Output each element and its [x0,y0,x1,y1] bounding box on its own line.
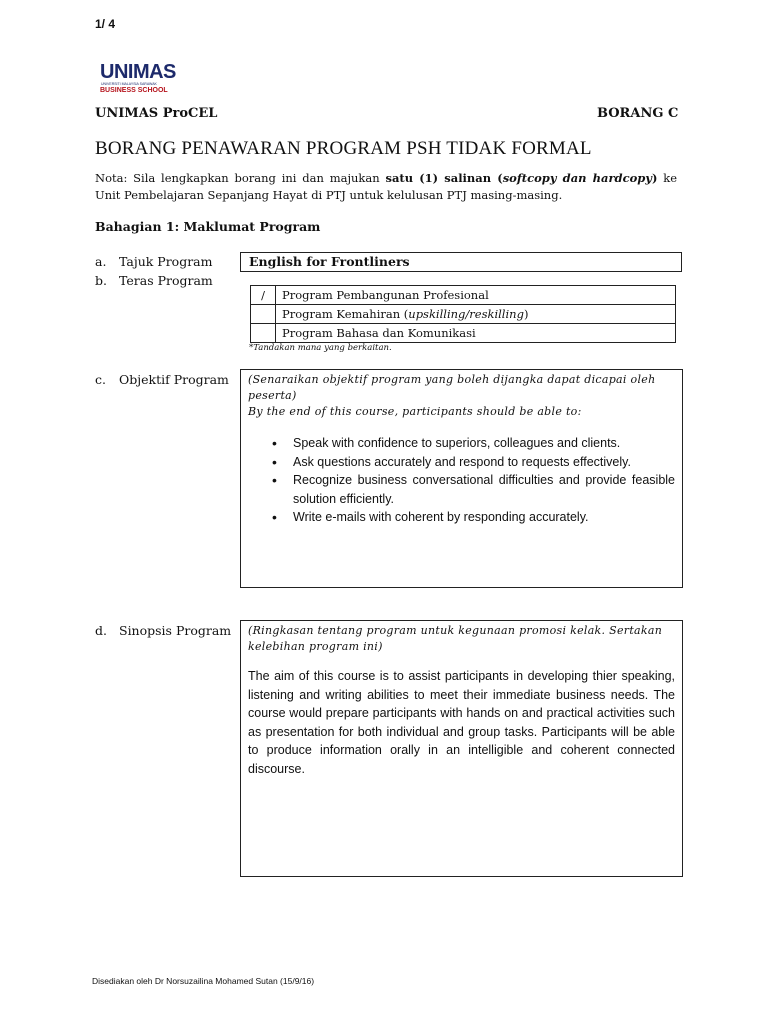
list-item: • Speak with confidence to superiors, colleagues and clients. [248,434,675,453]
note-lead: Nota: Sila lengkapkan borang ini dan majukan [95,171,386,185]
sinopsis-instruction: (Ringkasan tentang program untuk kegunaan promosi kelak. Sertakan kelebihan program ini) [248,624,663,653]
logo-wordmark: UNIMAS [100,61,176,83]
objektif-letter: c. [95,372,106,387]
teras-label-text: Teras Program [119,273,213,288]
header-form-id: BORANG C [597,106,679,121]
objektif-label [95,372,229,387]
list-item: • Ask questions accurately and respond to requests effectively. [248,453,675,472]
list-item: • Write e-mails with coherent by responding accurately. [248,508,675,527]
teras-option: Program Bahasa dan Komunikasi [276,324,676,343]
teras-label [95,273,213,288]
note-italic-bold: softcopy dan hardcopy [502,171,652,185]
objektif-field[interactable] [240,369,683,588]
objektif-instruction: (Senaraikan objektif program yang boleh dijangka dapat dicapai oleh peserta) [248,373,656,402]
logo-subtitle: UNIVERSITI MALAYSIA SARAWAK [101,82,157,86]
tajuk-label-text: Tajuk Program [119,254,213,269]
teras-option: Program Pembangunan Profesional [276,286,676,305]
teras-checkbox[interactable] [251,305,276,324]
teras-row [251,305,676,324]
note-tail: ke Unit Pembelajaran Sepanjang Hayat di PTJ untuk kelulusan PTJ masing-masing. [95,171,677,202]
list-item: • Recognize business conversational difficulties and provide feasible solution efficiently. [248,471,675,508]
sinopsis-letter: d. [95,623,107,638]
teras-checkbox[interactable]: / [251,286,276,305]
section-title: Bahagian 1: Maklumat Program [95,219,321,234]
instruction-note [95,170,677,204]
objektif-intro: By the end of this course, participants should be able to: [248,405,582,418]
teras-option-post: ) [523,307,529,321]
tajuk-field[interactable]: English for Frontliners [240,252,682,272]
sinopsis-field[interactable] [240,620,683,877]
page-title: BORANG PENAWARAN PROGRAM PSH TIDAK FORMAL [95,138,592,159]
logo-business-school: BUSINESS SCHOOL [100,87,168,94]
page-number: 1/ 4 [95,17,116,31]
teras-letter: b. [95,273,107,288]
note-bold2: ) [651,171,658,185]
teras-option-italic: upskilling/reskilling [408,307,524,321]
note-bold1: satu (1) salinan ( [385,171,503,185]
teras-footnote: *Tandakan mana yang berkaitan. [249,343,392,353]
sinopsis-label-text: Sinopsis Program [119,623,232,638]
teras-option [276,305,676,324]
tajuk-label [95,254,213,269]
teras-checkbox[interactable] [251,324,276,343]
unimas-logo [100,55,180,95]
sinopsis-label [95,623,231,638]
teras-table [250,285,676,343]
objektif-list [248,434,675,527]
teras-option-pre: Program Kemahiran ( [282,307,409,321]
footer-credit: Disediakan oleh Dr Norsuzailina Mohamed Sutan (15/9/16) [92,976,315,986]
objektif-label-text: Objektif Program [119,372,229,387]
sinopsis-text: The aim of this course is to assist participants in developing thier speaking, listening and writing abilities to meet their immediate business needs. The course would prepare participants with hands on and practical activities such as presentation for both individual and group tasks. Participants will be able to produce information orally in an intelligible and coherent connected discourse. [248,669,675,776]
teras-row [251,324,676,343]
tajuk-letter: a. [95,254,107,269]
teras-row [251,286,676,305]
header-org: UNIMAS ProCEL [95,106,218,121]
